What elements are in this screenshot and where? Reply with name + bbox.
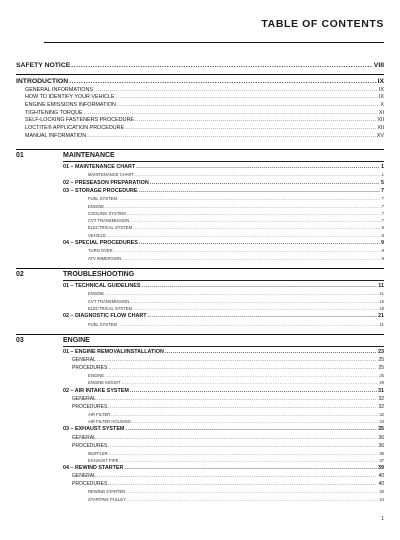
toc-entry-label: TURN OVER: [88, 248, 113, 254]
section-rule: [16, 268, 384, 269]
leader-dots: [69, 78, 376, 85]
section-rule: [16, 74, 384, 75]
leader-dots: [108, 365, 377, 371]
toc-entry-label: 02 – PRESEASON PREPARATION: [63, 179, 149, 186]
toc-entry-page: 25: [378, 365, 384, 372]
toc-entry-label: VEHICLE: [88, 232, 106, 238]
toc-entry-label: GENERAL: [72, 357, 96, 364]
toc-entry-page: 32: [379, 411, 384, 417]
leader-dots: [127, 497, 378, 502]
toc-entry-label: ENGINE EMISSIONS INFORMATION: [25, 101, 116, 108]
leader-dots: [109, 451, 379, 456]
toc-entry-page: 32: [378, 396, 384, 402]
toc-entry-page: IX: [378, 86, 384, 93]
toc-entry-page: XV: [376, 132, 384, 139]
toc-entry-page: XII: [377, 125, 384, 131]
leader-dots: [130, 388, 377, 394]
toc-entry-page: 11: [378, 283, 384, 289]
toc-entry-page: 1: [381, 164, 384, 170]
toc-entry-label: ELECTRICAL SYSTEM: [88, 225, 133, 231]
toc-chapter-entry[interactable]: [63, 164, 384, 170]
toc-entry[interactable]: [88, 458, 384, 463]
leader-dots: [108, 481, 377, 487]
toc-entry-label: GENERAL: [72, 396, 96, 402]
toc-entry[interactable]: [72, 404, 384, 410]
leader-dots: [97, 396, 378, 402]
leader-dots: [107, 233, 381, 238]
leader-dots: [124, 465, 377, 471]
toc-entry-page: 9: [381, 255, 384, 261]
toc-entry-page: 36: [378, 434, 384, 441]
toc-entry-page: 7: [381, 187, 384, 194]
leader-dots: [139, 240, 380, 246]
toc-entry-page: XI: [378, 109, 384, 116]
toc-entry-page: 29: [379, 380, 384, 386]
toc-entry-page: 31: [378, 387, 384, 394]
leader-dots: [126, 489, 378, 494]
toc-entry-page: IX: [377, 78, 384, 85]
toc-entry[interactable]: [88, 211, 384, 216]
section-number: 01: [16, 152, 24, 159]
toc-entry-page: 39: [378, 465, 384, 472]
leader-dots: [141, 283, 377, 289]
toc-entry-page: 33: [379, 419, 384, 425]
toc-entry-label: 03 – EXHAUST SYSTEM: [63, 426, 125, 433]
toc-entry[interactable]: [88, 419, 384, 424]
toc-entry-label: MAINTENANCE CHART: [88, 172, 134, 178]
section-title[interactable]: MAINTENANCE: [63, 152, 115, 159]
toc-entry-page: 36: [379, 450, 384, 456]
leader-dots: [127, 211, 381, 216]
leader-dots: [130, 218, 380, 223]
toc-entry-page: 8: [381, 232, 384, 238]
toc-entry[interactable]: [72, 473, 384, 479]
leader-dots: [133, 225, 381, 230]
toc-entry-label: COOLING SYSTEM: [88, 210, 126, 216]
toc-entry-label: INTRODUCTION: [16, 78, 69, 85]
leader-dots: [87, 133, 376, 139]
toc-entry[interactable]: [88, 291, 384, 296]
toc-entry-page: 40: [379, 489, 384, 495]
header-rule: [44, 42, 384, 43]
toc-entry-page: 9: [381, 240, 384, 246]
toc-entry-label: 02 – DIAGNOSTIC FLOW CHART: [63, 313, 147, 320]
toc-entry[interactable]: [88, 233, 384, 238]
toc-entry-page: 7: [381, 203, 384, 209]
toc-entry[interactable]: [72, 481, 384, 487]
leader-dots: [111, 412, 378, 417]
toc-entry-label: TIGHTENING TORQUE: [25, 109, 83, 116]
toc-entry-label: PROCEDURES: [72, 442, 108, 449]
page-number: 1: [381, 516, 384, 522]
leader-dots: [105, 204, 381, 209]
toc-entry-label: FUEL SYSTEM: [88, 321, 117, 327]
toc-chapter-entry[interactable]: [63, 426, 384, 432]
toc-entry[interactable]: [25, 125, 384, 131]
toc-entry[interactable]: [88, 412, 384, 417]
toc-entry[interactable]: [72, 443, 384, 449]
leader-dots: [108, 443, 377, 449]
toc-entry-label: AIR FILTER: [88, 411, 111, 417]
toc-entry-page: 1: [381, 172, 384, 178]
toc-entry[interactable]: [88, 380, 384, 385]
toc-entry-label: 04 – SPECIAL PROCEDURES: [63, 240, 138, 246]
leader-dots: [135, 172, 381, 177]
leader-dots: [105, 291, 379, 296]
toc-entry[interactable]: [88, 196, 384, 201]
toc-chapter-entry[interactable]: [63, 313, 384, 319]
leader-dots: [71, 62, 373, 69]
toc-entry[interactable]: [88, 218, 384, 223]
toc-entry-page: 44: [379, 496, 384, 502]
toc-chapter-entry[interactable]: [63, 240, 384, 246]
toc-entry-page: 37: [379, 457, 384, 463]
toc-entry-label: ENGINE: [88, 291, 105, 297]
toc-entry-page: 18: [379, 305, 384, 311]
section-title-underline: [63, 280, 384, 281]
toc-entry[interactable]: [88, 299, 384, 304]
leader-dots: [165, 349, 377, 355]
toc-entry-label: LOCTITE® APPLICATION PROCEDURE: [25, 125, 125, 131]
toc-entry[interactable]: [72, 365, 384, 371]
toc-entry-label: GENERAL: [72, 434, 96, 441]
toc-entry[interactable]: [88, 306, 384, 311]
leader-dots: [118, 196, 381, 201]
toc-entry-label: PROCEDURES: [72, 365, 108, 372]
toc-entry[interactable]: [25, 94, 384, 100]
toc-entry[interactable]: [25, 87, 384, 93]
toc-entry-introduction[interactable]: [16, 78, 384, 85]
toc-chapter-entry[interactable]: [63, 188, 384, 194]
leader-dots: [122, 256, 380, 261]
toc-entry-page: 7: [381, 196, 384, 202]
section-number: 02: [16, 271, 24, 278]
leader-dots: [114, 248, 381, 253]
toc-chapter-entry[interactable]: [63, 465, 384, 471]
leader-dots: [94, 87, 378, 93]
leader-dots: [118, 322, 378, 327]
toc-entry-label: 04 – REWIND STARTER: [63, 465, 124, 472]
toc-entry[interactable]: [88, 489, 384, 494]
toc-entry-label: ELECTRICAL SYSTEM: [88, 305, 133, 311]
toc-entry-page: 15: [379, 298, 384, 304]
section-rule: [16, 334, 384, 335]
toc-entry-page: IX: [378, 94, 384, 101]
toc-entry-label: SELF-LOCKING FASTENERS PROCEDURE: [25, 117, 135, 124]
toc-chapter-entry[interactable]: [63, 349, 384, 355]
toc-entry[interactable]: [25, 117, 384, 123]
toc-entry-label: HOW TO IDENTIFY YOUR VEHICLE: [25, 94, 115, 101]
toc-entry-label: FUEL SYSTEM: [88, 196, 117, 202]
toc-entry-page: 8: [381, 225, 384, 231]
leader-dots: [130, 299, 378, 304]
section-title[interactable]: ENGINE: [63, 337, 90, 344]
toc-entry-label: CVT TRANSMISSION: [88, 218, 130, 224]
toc-entry-page: 21: [379, 321, 384, 327]
page-title: TABLE OF CONTENTS: [261, 18, 384, 30]
toc-entry-label: PROCEDURES: [72, 481, 108, 488]
toc-entry-label: 02 – AIR INTAKE SYSTEM: [63, 387, 129, 394]
leader-dots: [122, 380, 379, 385]
toc-entry-label: 01 – TECHNICAL GUIDELINES: [63, 283, 141, 289]
toc-entry[interactable]: [25, 110, 384, 116]
leader-dots: [148, 313, 377, 319]
toc-entry-label: EXHAUST PIPE: [88, 457, 119, 463]
toc-entry-safety-notice[interactable]: [16, 62, 384, 69]
section-title[interactable]: TROUBLESHOOTING: [63, 271, 135, 278]
toc-entry-label: MUFFLER: [88, 450, 108, 456]
toc-entry-page: X: [380, 101, 384, 108]
toc-entry-label: 03 – STORAGE PROCEDURE: [63, 187, 138, 194]
toc-entry-label: PROCEDURES: [72, 403, 108, 410]
toc-entry[interactable]: [88, 225, 384, 230]
toc-entry-page: 25: [379, 373, 384, 379]
toc-entry[interactable]: [88, 373, 384, 378]
toc-entry-page: 35: [378, 426, 384, 433]
leader-dots: [135, 117, 376, 123]
toc-entry-page: 21: [378, 313, 384, 320]
toc-entry-page: 40: [378, 481, 384, 488]
section-title-underline: [63, 161, 384, 162]
leader-dots: [115, 94, 377, 100]
toc-entry-page: 32: [378, 403, 384, 410]
toc-entry-page: 23: [378, 349, 384, 355]
toc-entry-label: ENGINE: [88, 373, 105, 379]
leader-dots: [97, 357, 378, 363]
leader-dots: [84, 110, 378, 116]
leader-dots: [125, 426, 377, 432]
leader-dots: [133, 306, 378, 311]
leader-dots: [132, 419, 378, 424]
toc-entry[interactable]: [88, 256, 384, 261]
section-title-underline: [63, 346, 384, 347]
leader-dots: [125, 125, 376, 131]
toc-entry-page: 5: [381, 179, 384, 186]
toc-entry[interactable]: [88, 248, 384, 253]
leader-dots: [150, 180, 380, 186]
toc-entry-page: 9: [381, 248, 384, 254]
toc-entry-label: STARTING PULLEY: [88, 496, 127, 502]
toc-entry-label: MANUAL INFORMATION: [25, 132, 87, 139]
toc-entry-page: XII: [377, 117, 384, 124]
toc-chapter-entry[interactable]: [63, 180, 384, 186]
toc-entry[interactable]: [88, 204, 384, 209]
toc-entry[interactable]: [25, 102, 384, 108]
leader-dots: [136, 164, 380, 170]
toc-entry-label: REWIND STARTER: [88, 489, 126, 495]
toc-entry-label: CVT TRANSMISSION: [88, 298, 130, 304]
toc-entry-label: GENERAL INFORMATIONS: [25, 86, 93, 93]
section-number: 03: [16, 337, 24, 344]
toc-entry-page: VIII: [373, 62, 384, 69]
toc-chapter-entry[interactable]: [63, 283, 384, 289]
toc-entry[interactable]: [25, 133, 384, 139]
leader-dots: [105, 373, 378, 378]
toc-entry[interactable]: [88, 322, 384, 327]
section-rule: [16, 149, 384, 150]
toc-entry-page: 36: [378, 442, 384, 449]
toc-entry[interactable]: [72, 357, 384, 363]
toc-chapter-entry[interactable]: [63, 388, 384, 394]
toc-entry-label: ENGINE MOUNT: [88, 380, 121, 386]
toc-entry-label: GENERAL: [72, 473, 96, 480]
toc-entry-label: AIR FILTER HOUSING: [88, 419, 131, 425]
toc-entry[interactable]: [72, 396, 384, 402]
leader-dots: [97, 473, 378, 479]
toc-entry-label: 01 – MAINTENANCE CHART: [63, 164, 136, 170]
toc-entry-page: 40: [378, 473, 384, 480]
toc-entry[interactable]: [88, 497, 384, 502]
toc-entry-label: ATV IMMERSION: [88, 255, 122, 261]
toc-entry[interactable]: [88, 172, 384, 177]
leader-dots: [117, 102, 379, 108]
toc-entry-label: 01 – ENGINE REMOVAL/INSTALLATION: [63, 349, 164, 355]
toc-entry[interactable]: [72, 435, 384, 441]
toc-entry-label: SAFETY NOTICE: [16, 62, 71, 69]
toc-entry-page: 25: [378, 357, 384, 364]
toc-entry-page: 7: [381, 218, 384, 224]
leader-dots: [108, 404, 377, 410]
leader-dots: [97, 435, 378, 441]
leader-dots: [119, 458, 378, 463]
toc-entry[interactable]: [88, 451, 384, 456]
leader-dots: [139, 188, 381, 194]
toc-entry-page: 7: [381, 210, 384, 216]
toc-entry-page: 11: [379, 291, 384, 297]
toc-entry-label: ENGINE: [88, 203, 105, 209]
